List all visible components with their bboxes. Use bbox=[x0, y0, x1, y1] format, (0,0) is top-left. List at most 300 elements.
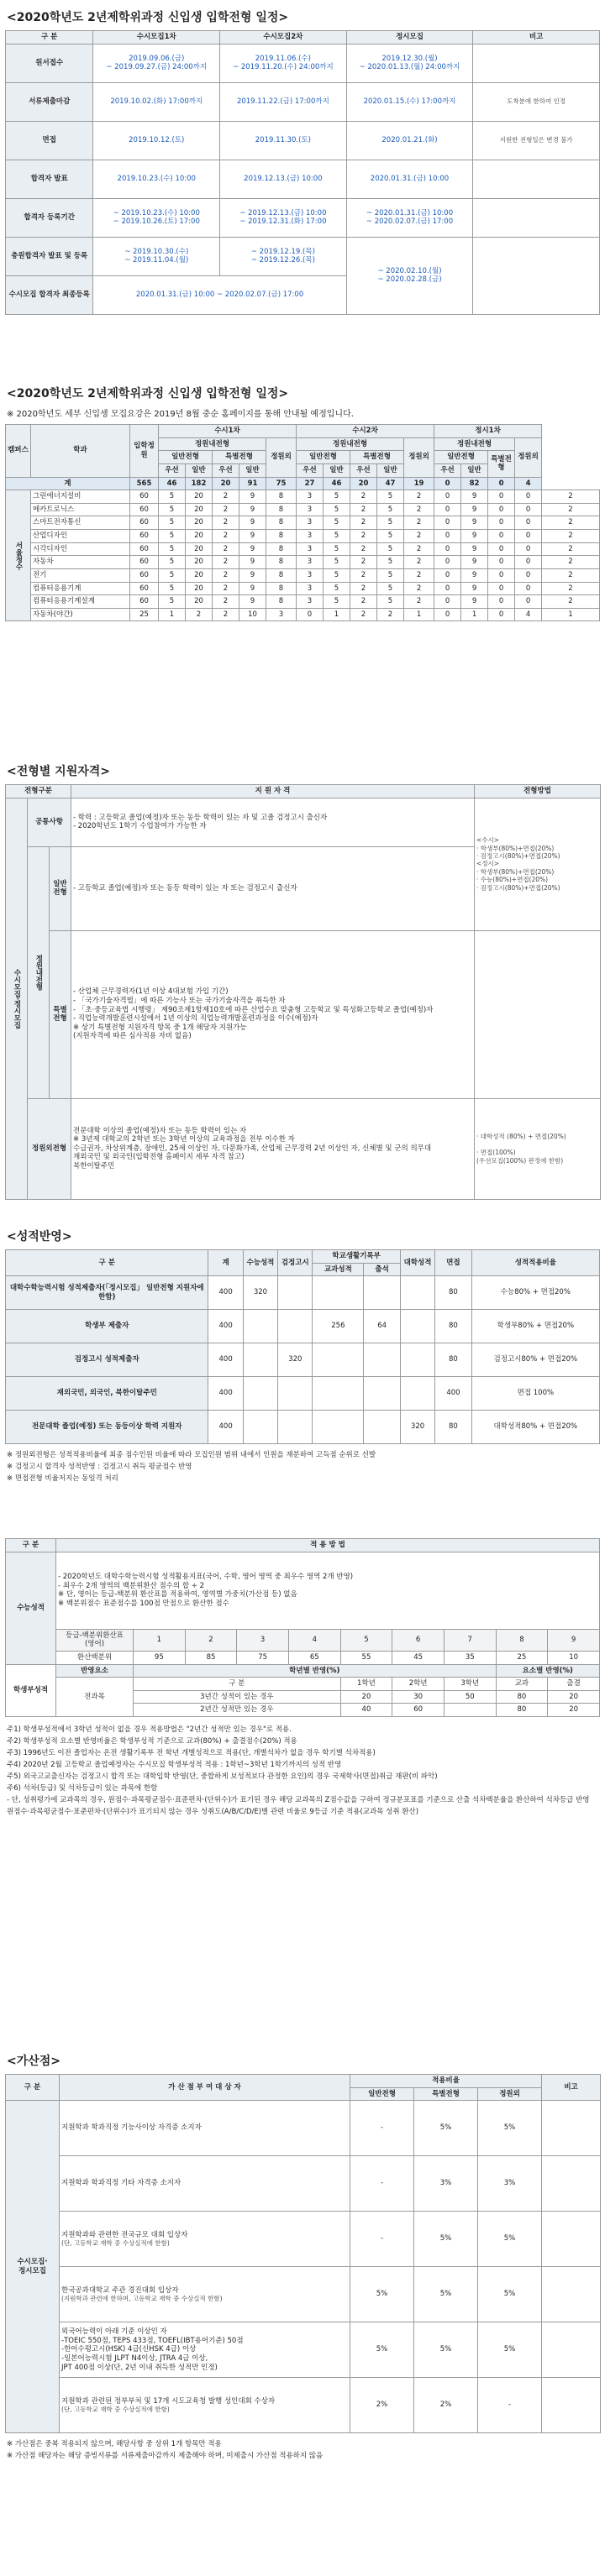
header-cell: 수시2차 bbox=[297, 425, 434, 438]
cell: 0 bbox=[434, 490, 461, 504]
cell: 2 bbox=[542, 568, 600, 582]
cell: 5% bbox=[350, 2267, 414, 2322]
cell: 2 bbox=[350, 595, 377, 609]
header-cell: 구 분 bbox=[6, 31, 93, 45]
cell bbox=[400, 1343, 434, 1377]
cell bbox=[542, 2156, 601, 2212]
cell: 5 bbox=[159, 582, 186, 595]
cell: 20 bbox=[186, 556, 213, 569]
cell: 9 bbox=[461, 582, 488, 595]
table-row bbox=[6, 2156, 601, 2212]
dept-name: 시각디자인 bbox=[31, 542, 130, 556]
cell: 0 bbox=[434, 530, 461, 543]
cell: 9 bbox=[239, 582, 266, 595]
cell: 5% bbox=[478, 2322, 542, 2378]
cell: 3학년 bbox=[444, 1678, 496, 1691]
cell: 9 bbox=[239, 503, 266, 516]
cell: 5 bbox=[159, 490, 186, 504]
cell: 8 bbox=[266, 595, 297, 609]
cell: 9 bbox=[239, 490, 266, 504]
header-cell: 지 원 자 격 bbox=[71, 785, 475, 798]
cell: 2 bbox=[213, 556, 239, 569]
table-row bbox=[6, 160, 600, 198]
cell bbox=[542, 2322, 601, 2378]
grade-cell: 1 bbox=[134, 1629, 186, 1651]
cell: 0 bbox=[488, 490, 515, 504]
cell: 256 bbox=[313, 1310, 364, 1343]
header-cell: 정원내전형 bbox=[159, 437, 266, 451]
cell: 3 bbox=[297, 568, 324, 582]
grade-cell: 3 bbox=[237, 1629, 289, 1651]
cell: 3 bbox=[297, 582, 324, 595]
cell: 0 bbox=[488, 568, 515, 582]
cell: 20 bbox=[548, 1690, 600, 1704]
header-cell: 캠퍼스 bbox=[6, 425, 31, 478]
header-cell: 일반 bbox=[239, 463, 266, 477]
cell: 2 bbox=[350, 582, 377, 595]
cell: 2 bbox=[542, 516, 600, 530]
cell: 25 bbox=[130, 608, 159, 621]
cell: 8 bbox=[266, 490, 297, 504]
table-row bbox=[6, 595, 600, 609]
cell: 9 bbox=[461, 490, 488, 504]
cell: 2 bbox=[404, 530, 434, 543]
cell: 9 bbox=[461, 516, 488, 530]
cell bbox=[475, 930, 601, 1098]
grade-cell: 8 bbox=[496, 1629, 548, 1651]
cell bbox=[542, 2212, 601, 2267]
row-label: 전문대학 졸업(예정) 또는 동등이상 학력 지원자 bbox=[6, 1411, 208, 1444]
grade-cell: 4 bbox=[288, 1629, 340, 1651]
grade-cell: 6 bbox=[392, 1629, 445, 1651]
cell: - bbox=[350, 2212, 414, 2267]
cell: 30 bbox=[392, 1690, 445, 1704]
cell: 20 bbox=[213, 477, 239, 490]
cell: 9 bbox=[461, 568, 488, 582]
cell: 46 bbox=[324, 477, 350, 490]
cell: 8 bbox=[266, 503, 297, 516]
cell bbox=[313, 1276, 364, 1310]
cell: 0 bbox=[515, 595, 542, 609]
header-cell: 일반전형 bbox=[434, 451, 488, 464]
cell: 5 bbox=[159, 516, 186, 530]
cell: 전문대학 이상의 졸업(예정)자 또는 동등 학력이 있는 자 ※ 3년제 대학교의 2학년 또는 3학년 이상의 교육과정을 전부 이수한 자 수급권자, 차상위계층, 장애인, 25세 이상인 자, 다문화가족, 산업체 근무경력 2년 이상인 자, 신체별 및 군의 의무대 재외국민 및 외국인(입학전형 홈페이지 세부 자격 참고) 북한이탈주민 bbox=[71, 1098, 475, 1199]
cell bbox=[278, 1411, 313, 1444]
header-cell: 구 분 bbox=[6, 2075, 60, 2101]
method-note: - 단, 성취평가에 교과목의 경우, 원점수·과목평균점수·표준편차·(단위수)가 표기된 경우 해당 교과목의 Z점수값을 구하여 정규분포표를 기준으로 산출 석차백분율을 환산하여 석차등급 반영 bbox=[7, 1796, 590, 1804]
cell: 0 bbox=[488, 542, 515, 556]
cell: 2020.01.31.(금) 10:00 bbox=[346, 160, 473, 198]
table-row bbox=[6, 1098, 601, 1199]
cell bbox=[473, 44, 600, 82]
cell: 91 bbox=[239, 477, 266, 490]
cell: 2 bbox=[542, 503, 600, 516]
method-section bbox=[0, 1533, 605, 2044]
cell: 60 bbox=[130, 556, 159, 569]
table-row bbox=[6, 1552, 600, 1629]
cell: 2 bbox=[404, 516, 434, 530]
row-label: 검정고시 성적제출자 bbox=[6, 1343, 208, 1377]
cell: 0 bbox=[488, 477, 515, 490]
cell: - bbox=[350, 2156, 414, 2212]
cell: 3 bbox=[297, 530, 324, 543]
cell: 8 bbox=[266, 582, 297, 595]
header-cell: 일반 bbox=[186, 463, 213, 477]
cell: 3 bbox=[297, 542, 324, 556]
cell: 1 bbox=[461, 608, 488, 621]
header-cell: 일반전형 bbox=[159, 451, 213, 464]
cell: 2020.01.21.(화) bbox=[346, 121, 473, 160]
cell: 수능80% + 면접20% bbox=[471, 1276, 599, 1310]
cell: 400 bbox=[208, 1411, 243, 1444]
cell: 3 bbox=[266, 608, 297, 621]
cell: 5 bbox=[159, 556, 186, 569]
bonus-header-row bbox=[6, 2075, 601, 2088]
cell: 2% bbox=[350, 2378, 414, 2433]
cell: 5 bbox=[159, 595, 186, 609]
cell: 3 bbox=[297, 503, 324, 516]
cell: ~ 2019.10.30.(수) ~ 2019.11.04.(월) bbox=[93, 237, 220, 275]
cell: 2019.12.30.(월) ~ 2020.01.13.(월) 24:00까지 bbox=[346, 44, 473, 82]
cell: 2 bbox=[404, 595, 434, 609]
cell: 1 bbox=[404, 608, 434, 621]
eligibility-table bbox=[5, 784, 601, 1200]
cell: 2020.01.15.(수) 17:00까지 bbox=[346, 82, 473, 121]
cell: 8 bbox=[266, 556, 297, 569]
cell: 20 bbox=[186, 568, 213, 582]
row-label: 서류제출마감 bbox=[6, 82, 93, 121]
cell: 2019.10.23.(수) 10:00 bbox=[93, 160, 220, 198]
method-header-row bbox=[6, 1539, 600, 1552]
cell: 0 bbox=[515, 556, 542, 569]
cell: 1학년 bbox=[340, 1678, 392, 1691]
cell: 320 bbox=[400, 1411, 434, 1444]
cell: 8 bbox=[266, 516, 297, 530]
cell: 400 bbox=[208, 1377, 243, 1411]
row-label: 특별전형 bbox=[50, 930, 71, 1098]
header-cell: 구 분 bbox=[6, 1250, 208, 1276]
table-row bbox=[6, 2267, 601, 2322]
target-sub: (지원학과 관련에 한하며, 고등학교 재학 중 수상실적 한함) bbox=[61, 2295, 223, 2303]
cell: 2 bbox=[542, 490, 600, 504]
header-cell: 정시모집 bbox=[346, 31, 473, 45]
cell bbox=[542, 2101, 601, 2156]
cell: ~ 2019.12.13.(금) 10:00 ~ 2019.12.31.(화) 17:00 bbox=[220, 198, 347, 237]
table-row bbox=[6, 798, 601, 846]
cell: 20 bbox=[186, 530, 213, 543]
cell: 5 bbox=[159, 503, 186, 516]
cell: 2 bbox=[404, 490, 434, 504]
grade-cell: 5 bbox=[340, 1629, 392, 1651]
cell: 2% bbox=[414, 2378, 478, 2433]
cell: 2 bbox=[350, 503, 377, 516]
cell: 5 bbox=[159, 568, 186, 582]
score-cell: 55 bbox=[340, 1651, 392, 1664]
target-cell bbox=[60, 2322, 350, 2378]
cell: 5 bbox=[377, 490, 404, 504]
header-cell: 우선 bbox=[434, 463, 461, 477]
header-cell: 일반 bbox=[461, 463, 488, 477]
score-cell: 25 bbox=[496, 1651, 548, 1664]
cell: ~ 2019.12.19.(목) ~ 2019.12.26.(목) bbox=[220, 237, 347, 275]
cell: 0 bbox=[488, 595, 515, 609]
row-label: 일반전형 bbox=[50, 846, 71, 930]
cell: 4 bbox=[515, 477, 542, 490]
cell: 대학성적80% + 면접20% bbox=[471, 1411, 599, 1444]
cell: 46 bbox=[159, 477, 186, 490]
cell: 80 bbox=[435, 1276, 472, 1310]
table-row bbox=[6, 556, 600, 569]
cell: 2 bbox=[404, 568, 434, 582]
cell: 8 bbox=[266, 568, 297, 582]
target-text: 지원학과 학과직정 기타 자격증 소지자 bbox=[61, 2179, 182, 2188]
cell: 5% bbox=[350, 2322, 414, 2378]
score-cell: 65 bbox=[288, 1651, 340, 1664]
cell: 5 bbox=[324, 582, 350, 595]
cell: 2019.10.12.(토) bbox=[93, 121, 220, 160]
quota-note: ※ 2020학년도 세부 신입생 모집요강은 2019년 8월 중순 홈페이지를 통해 안내될 예정입니다. bbox=[7, 410, 354, 419]
header-cell: 전형방법 bbox=[475, 785, 601, 798]
header-cell: 요소별 반영(%) bbox=[496, 1664, 599, 1678]
cell bbox=[473, 237, 600, 314]
cell: 50 bbox=[444, 1690, 496, 1704]
cell: 0 bbox=[515, 530, 542, 543]
cell: 2학년 bbox=[392, 1678, 445, 1691]
eligibility-header-row bbox=[6, 785, 601, 798]
header-cell: 특별전형 bbox=[213, 451, 266, 464]
cell: 10 bbox=[239, 608, 266, 621]
cell: 2 bbox=[350, 542, 377, 556]
cell: 2019.11.22.(금) 17:00까지 bbox=[220, 82, 347, 121]
target-text: 지원학과 관련된 정부부처 및 17개 시도교육청 발행 성인대회 수상자 bbox=[61, 2396, 276, 2406]
cell: 5 bbox=[324, 556, 350, 569]
cell: 0 bbox=[434, 516, 461, 530]
method-note: 주2) 학생부성적 요소별 반영비율은 학생부성적 기준으로 교과(80%) + 출결점수(20%) 적용 bbox=[7, 1737, 297, 1746]
cell: 5% bbox=[478, 2212, 542, 2267]
cell: 5 bbox=[324, 542, 350, 556]
target-text: 외국어능력이 아래 기준 이상인 자 -TOEIC 550점, TEPS 433점, TOEFL(IBT용어기준) 50점 -한어수평고시(HSK) 4급(신HSK 4급) 이상 -일본어능력시험 JLPT N4이상, JTRA 4급 이상, JPT 400점 이상(단, 2년 이내 취득한 성적만 인정) bbox=[61, 2327, 244, 2372]
cell: 0 bbox=[515, 516, 542, 530]
table-row bbox=[6, 82, 600, 121]
bonus-note: ※ 가산점은 중복 적용되지 않으며, 해당사항 중 상위 1개 항목만 적용 bbox=[7, 2440, 222, 2449]
table-row bbox=[6, 1411, 600, 1444]
cell: 2 bbox=[213, 595, 239, 609]
cell: 320 bbox=[278, 1343, 313, 1377]
target-text: 한국공과대학교 주관 경진대회 입상자 bbox=[61, 2285, 179, 2295]
table-row bbox=[6, 568, 600, 582]
cell: 2 bbox=[542, 530, 600, 543]
cell: 2 bbox=[377, 608, 404, 621]
cell: 20 bbox=[340, 1690, 392, 1704]
cell: 20 bbox=[186, 582, 213, 595]
table-row bbox=[6, 121, 600, 160]
target-text: 지원학과와 관련한 전국규모 대회 입상자 bbox=[61, 2230, 188, 2239]
header-cell: 학교생활기록부 bbox=[313, 1250, 400, 1264]
cell bbox=[364, 1377, 401, 1411]
score-cell: 45 bbox=[392, 1651, 445, 1664]
eligibility-title: <전형별 지원자격> bbox=[7, 765, 111, 778]
header-cell: 가 산 점 부 여 대 상 자 bbox=[60, 2075, 350, 2101]
cell: 5 bbox=[324, 516, 350, 530]
cell: 등급-백분위환산표(영어) bbox=[56, 1629, 134, 1651]
cell: 565 bbox=[130, 477, 159, 490]
cell: 2 bbox=[213, 516, 239, 530]
cell: 0 bbox=[434, 595, 461, 609]
header-cell: 일반전형 bbox=[350, 2087, 414, 2101]
cell: 2 bbox=[350, 530, 377, 543]
schedule-table bbox=[5, 30, 600, 315]
cell: 출결 bbox=[548, 1678, 600, 1691]
cell: 2 bbox=[542, 542, 600, 556]
header-cell: 검정고시 bbox=[278, 1250, 313, 1276]
method-note: 주3) 1996년도 이전 졸업자는 온전 생활기록부 전 학년 개별성적으로 적용(단, 개별석차가 없을 경우 학기별 석차적용) bbox=[7, 1749, 376, 1757]
cell: 0 bbox=[515, 542, 542, 556]
table-row bbox=[6, 516, 600, 530]
dept-name: 산업디자인 bbox=[31, 530, 130, 543]
cell bbox=[278, 1377, 313, 1411]
row-label: 원서접수 bbox=[6, 44, 93, 82]
dept-name: 자동차 bbox=[31, 556, 130, 569]
cell: 2019.11.30.(토) bbox=[220, 121, 347, 160]
row-label: 대학수학능력시험 성적제출자(「정시모집」 일반전형 지원자에 한함) bbox=[6, 1276, 208, 1310]
header-cell: 비고 bbox=[473, 31, 600, 45]
cell: 5% bbox=[414, 2267, 478, 2322]
cell: 검정고시80% + 면접20% bbox=[471, 1343, 599, 1377]
cell: 9 bbox=[239, 516, 266, 530]
dept-name: 컴퓨터응용기계 bbox=[31, 582, 130, 595]
score-section bbox=[0, 1219, 605, 1533]
cell: 0 bbox=[434, 556, 461, 569]
cell: - 고등학교 졸업(예정)자 또는 동등 학력이 있는 자 또는 검정고시 출신자 bbox=[71, 846, 475, 930]
hs-sub-header-row bbox=[6, 1678, 600, 1691]
cell: 60 bbox=[130, 568, 159, 582]
cell: 60 bbox=[130, 595, 159, 609]
header-cell: 비고 bbox=[542, 2075, 601, 2101]
cell: 2 bbox=[350, 490, 377, 504]
cell bbox=[278, 1310, 313, 1343]
method-note: 원점수·과목평균점수·표준편차·(단위수)가 표기되지 않는 경우 성취도(A/B/C/D/E)별 관련 비율로 9등급 기준 적용(교과목 성취 환산) bbox=[7, 1808, 419, 1816]
cell: 9 bbox=[461, 503, 488, 516]
cell: - 2020학년도 대학수학능력시험 성적활용지표(국어, 수학, 영어 영역 중 최우수 영역 2개 반영) - 최우수 2개 영역의 백분위환산 점수의 합 ÷ 2 ※ 단, 영어는 등급-백분위 환산표를 적용하여, 영역별 가중치(가산점 등) 없음 ※ 백분위점수 표준점수를 100점 만점으로 환산한 점수 bbox=[56, 1552, 600, 1629]
cell: 9 bbox=[461, 542, 488, 556]
cell: 400 bbox=[435, 1377, 472, 1411]
cell: 지원한 전형일은 변경 불가 bbox=[473, 121, 600, 160]
cell bbox=[243, 1343, 277, 1377]
header-cell: 교과성적 bbox=[313, 1263, 364, 1276]
target-cell bbox=[60, 2378, 350, 2433]
cell: 3% bbox=[478, 2156, 542, 2212]
cell bbox=[473, 198, 600, 237]
table-row bbox=[6, 2378, 601, 2433]
cell: 400 bbox=[208, 1276, 243, 1310]
table-row bbox=[6, 490, 600, 504]
method-note: 주6) 석차(등급) 및 석차등급이 있는 과목에 한함 bbox=[7, 1784, 158, 1793]
table-row bbox=[6, 198, 600, 237]
header-cell: 전형구분 bbox=[6, 785, 71, 798]
cell: 5 bbox=[324, 503, 350, 516]
cell: 3 bbox=[297, 595, 324, 609]
cell: 환산백분위 bbox=[56, 1651, 134, 1664]
header-cell: 입학정원 bbox=[130, 425, 159, 478]
cell: 도착분에 한하여 인정 bbox=[473, 82, 600, 121]
cell: 2 bbox=[542, 556, 600, 569]
header-cell: 대학성적 bbox=[400, 1250, 434, 1276]
cell: 60 bbox=[130, 503, 159, 516]
header-cell: 성적적용비율 bbox=[471, 1250, 599, 1276]
cell: 5 bbox=[377, 530, 404, 543]
cell: 0 bbox=[434, 503, 461, 516]
bonus-note: ※ 가산점 해당자는 해당 증빙서류를 서류제출마감까지 제출해야 하며, 미제출시 가산점 적용하지 않음 bbox=[7, 2452, 324, 2461]
score-cell: 75 bbox=[237, 1651, 289, 1664]
cell bbox=[364, 1411, 401, 1444]
header-cell: 적 용 방 법 bbox=[56, 1539, 600, 1552]
cell: ~ 2019.10.23.(수) 10:00 ~ 2019.10.26.(토) 17:00 bbox=[93, 198, 220, 237]
row-label: 학생부성적 bbox=[6, 1664, 56, 1717]
cell: 400 bbox=[208, 1343, 243, 1377]
cell: 80 bbox=[435, 1310, 472, 1343]
cell: 5 bbox=[159, 530, 186, 543]
table-row bbox=[6, 44, 600, 82]
cell bbox=[542, 2267, 601, 2322]
table-row bbox=[6, 1276, 600, 1310]
cell: 0 bbox=[434, 568, 461, 582]
cell: 면접 100% bbox=[471, 1377, 599, 1411]
cell: 4 bbox=[515, 608, 542, 621]
target-sub: (단, 고등학교 재학 중 수상실적에 한함) bbox=[61, 2239, 170, 2248]
cell: 0 bbox=[488, 503, 515, 516]
cell bbox=[278, 1276, 313, 1310]
cell: 60 bbox=[130, 490, 159, 504]
bonus-table bbox=[5, 2074, 601, 2433]
cell: 2019.11.06.(수) ~ 2019.11.20.(수) 24:00까지 bbox=[220, 44, 347, 82]
cell: 82 bbox=[461, 477, 488, 490]
header-cell: 계 bbox=[208, 1250, 243, 1276]
dept-name: 자동차(야간) bbox=[31, 608, 130, 621]
score-cell: 10 bbox=[548, 1651, 600, 1664]
cell: 5 bbox=[324, 530, 350, 543]
score-note: ※ 정원외전형은 성적적용비율에 최종 점수인원 비율에 따라 모집인원 범위 내에서 인원을 재분하여 고득점 순위로 선발 bbox=[7, 1451, 376, 1460]
cell: 3 bbox=[297, 516, 324, 530]
cell: 20 bbox=[186, 490, 213, 504]
cell: 0 bbox=[434, 477, 461, 490]
cell: 2 bbox=[404, 542, 434, 556]
cell: 20 bbox=[186, 503, 213, 516]
cell: 40 bbox=[340, 1704, 392, 1717]
cell: 2 bbox=[213, 530, 239, 543]
cell: 5% bbox=[414, 2212, 478, 2267]
cell: 5 bbox=[377, 516, 404, 530]
cell bbox=[400, 1377, 434, 1411]
cell: 5 bbox=[324, 595, 350, 609]
cell: 5 bbox=[377, 542, 404, 556]
cell: 2019.10.02.(화) 17:00까지 bbox=[93, 82, 220, 121]
cell: 20 bbox=[186, 542, 213, 556]
row-label: 정원내전형 bbox=[28, 846, 50, 1098]
cell: 1 bbox=[542, 608, 600, 621]
cell: 3% bbox=[414, 2156, 478, 2212]
header-cell: 정원외 bbox=[515, 437, 542, 477]
cell: 2 bbox=[350, 568, 377, 582]
cell: - 학력 : 고등학교 졸업(예정)자 또는 동등 학력이 있는 자 및 고졸 검정고시 출신자 - 2020학년도 1학기 수업참여가 가능한 자 bbox=[71, 798, 475, 846]
cell: 전과목 bbox=[56, 1678, 134, 1717]
cell bbox=[473, 160, 600, 198]
cell: 3 bbox=[297, 490, 324, 504]
method-note: 주4) 2020년 2월 고등학교 졸업예정자는 수시모집 학생부성적 적용 : 1학년~3학년 1학기까지의 성적 반영 bbox=[7, 1761, 342, 1769]
cell: 3년간 성적이 있는 경우 bbox=[134, 1690, 341, 1704]
hs-header-row bbox=[6, 1664, 600, 1678]
header-cell: 우선 bbox=[350, 463, 377, 477]
cell: 9 bbox=[239, 530, 266, 543]
